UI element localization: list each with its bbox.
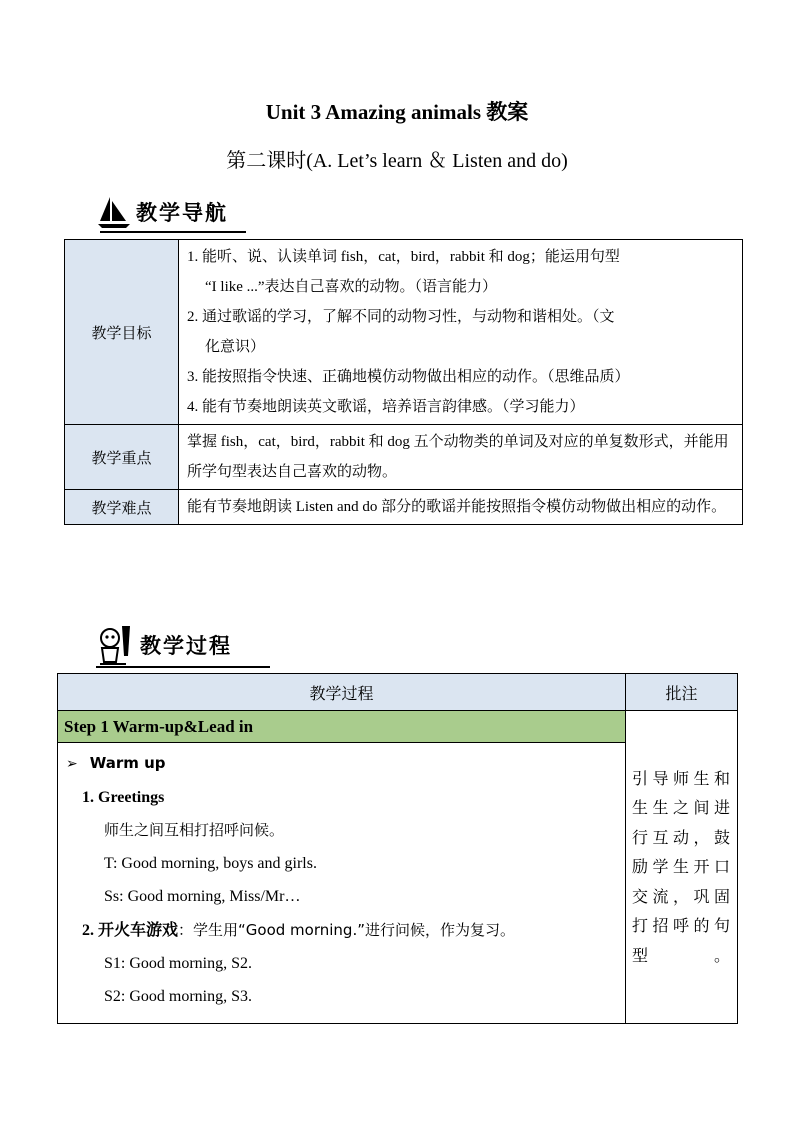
- objectives-content: [179, 240, 743, 425]
- greetings-teacher-line: T: Good morning, boys and girls.: [104, 855, 317, 872]
- objective-line: “I like ...”表达自己喜欢的动物。（语言能力）: [205, 279, 498, 295]
- teaching-process-table: [57, 673, 738, 1024]
- warm-up-heading: Warm up: [89, 754, 166, 772]
- objective-line: 2. 通过歌谣的学习，了解不同的动物习性，与动物和谐相处。（文: [187, 309, 615, 325]
- difficulties-content: 能有节奏地朗读 Listen and do 部分的歌谣并能按照指令模仿动物做出相应的动作。: [179, 490, 743, 525]
- step-1-body: [58, 743, 626, 1024]
- game-s1-line: S1: Good morning, S2.: [104, 955, 253, 972]
- sailboat-icon: [96, 193, 132, 229]
- pencil-character-icon: [92, 622, 136, 666]
- document-title: Unit 3 Amazing animals 教案: [265, 100, 529, 124]
- objective-line: 4. 能有节奏地朗读英文歌谣，培养语言韵律感。（学习能力）: [187, 399, 585, 415]
- difficulties-label: 教学难点: [65, 490, 179, 525]
- step-1-note: 引导师生和生生之间进行互动，鼓励学生开口交流，巩固打招呼的句型。: [626, 711, 738, 1024]
- objective-line: 3. 能按照指令快速、正确地模仿动物做出相应的动作。（思维品质）: [187, 369, 630, 385]
- game-s2-line: S2: Good morning, S3.: [104, 988, 253, 1005]
- objectives-label: 教学目标: [65, 240, 179, 425]
- greetings-students-line: Ss: Good morning, Miss/Mr…: [104, 888, 301, 905]
- game-line: [66, 913, 619, 947]
- teaching-process-banner: [92, 622, 272, 668]
- key-points-label: 教学重点: [65, 425, 179, 490]
- teaching-guide-banner: [96, 193, 246, 233]
- teaching-process-label: 教学过程: [140, 634, 232, 658]
- lesson-subtitle: 第二课时(A. Let’s learn ＆ Listen and do): [226, 150, 568, 172]
- game-number: 2.: [82, 922, 94, 939]
- step-1-heading: Step 1 Warm-up&Lead in: [58, 711, 626, 743]
- process-column-header: 教学过程: [58, 674, 626, 711]
- game-description: ：学生用“Good morning.”进行问候，作为复习。: [178, 921, 515, 939]
- notes-column-header: 批注: [626, 674, 738, 711]
- greetings-heading: 1. Greetings: [82, 789, 165, 806]
- teaching-goals-table: [64, 239, 743, 525]
- greetings-description: 师生之间互相打招呼问候。: [104, 821, 285, 839]
- teaching-guide-label: 教学导航: [136, 201, 228, 225]
- arrow-bullet-icon: ➢: [66, 756, 78, 772]
- objective-line: 1. 能听、说、认读单词 fish，cat，bird，rabbit 和 dog；能运用句型: [187, 249, 620, 265]
- key-points-content: 掌握 fish，cat，bird，rabbit 和 dog 五个动物类的单词及对应的单复数形式，并能用所学句型表达自己喜欢的动物。: [179, 425, 743, 490]
- game-heading: 开火车游戏: [98, 920, 179, 939]
- objective-line: 化意识）: [205, 339, 266, 355]
